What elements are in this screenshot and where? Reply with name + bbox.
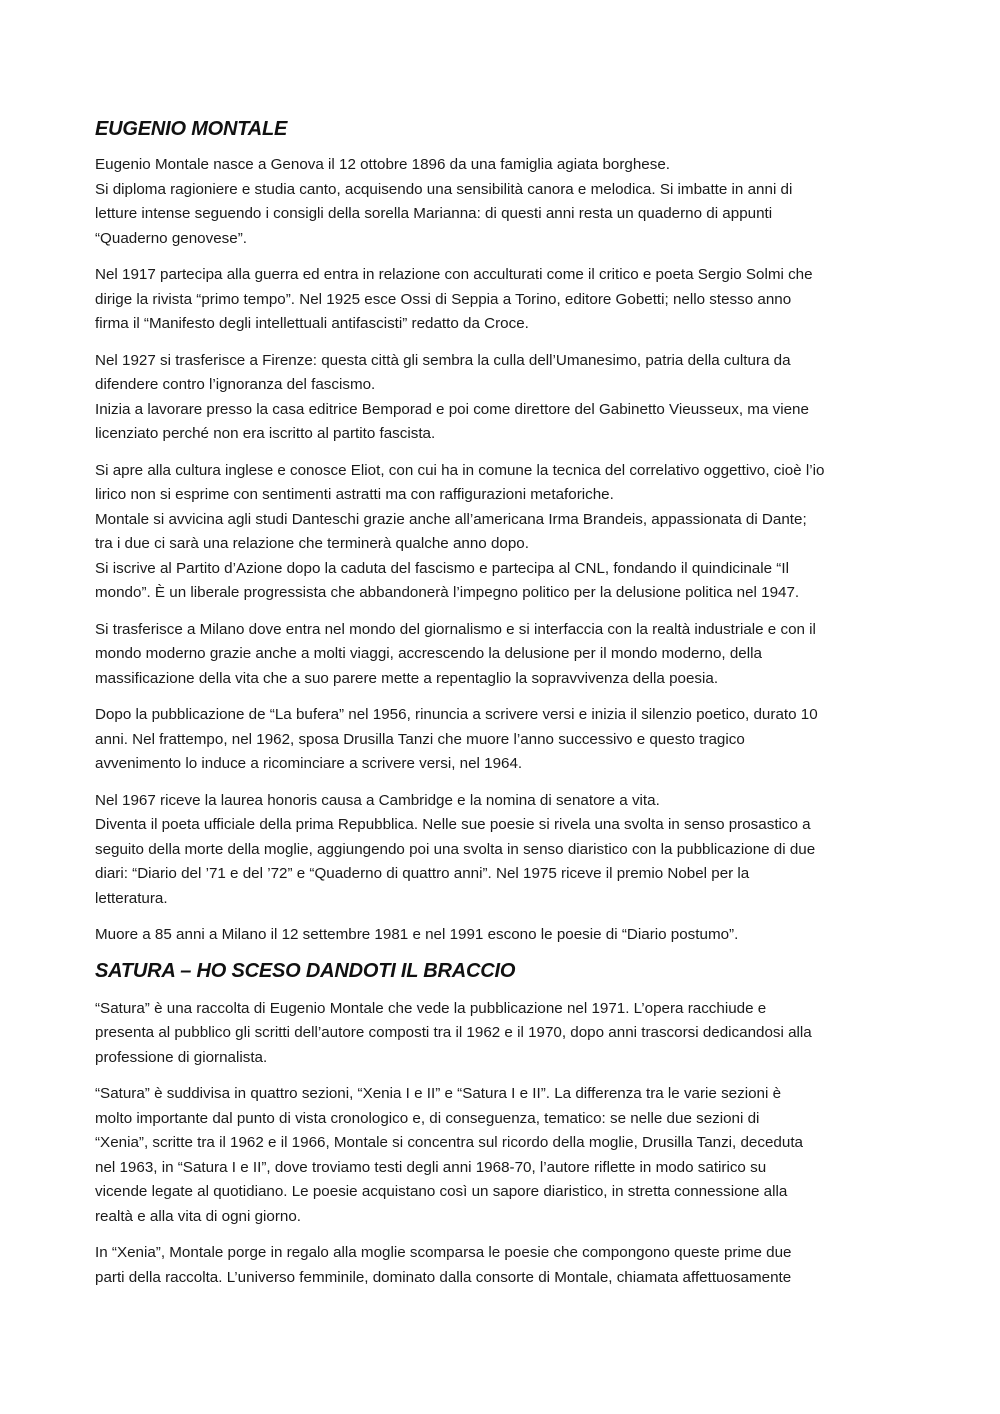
text-line: parti della raccolta. L’universo femminile, dominato dalla consorte di Montale, chiamata affettuosamente [95, 1268, 792, 1286]
text-line: mondo moderno grazie anche a molti viaggi, accrescendo la delusione per il mondo moderno, della [95, 645, 762, 662]
paragraph [95, 349, 907, 447]
text-line: Si iscrive al Partito d’Azione dopo la caduta del fascismo e partecipa al CNL, fondando il quindicinale “Il [95, 559, 789, 577]
text-line: “Quaderno genovese”. [95, 229, 247, 247]
text-line: Nel 1927 si trasferisce a Firenze: questa città gli sembra la culla dell’Umanesimo, patria della cultura da [95, 351, 791, 369]
text-line: letture intense seguendo i consigli della sorella Marianna: di questi anni resta un quaderno di appunti [95, 205, 773, 222]
text-line: Diventa il poeta ufficiale della prima Repubblica. Nelle sue poesie si rivela una svolta in senso prosastico a [95, 816, 811, 833]
paragraph [95, 703, 907, 777]
text-line: difendere contro l’ignoranza del fascismo. [95, 376, 376, 393]
text-line: In “Xenia”, Montale porge in regalo alla moglie scomparsa le poesie che compongono queste prime due [95, 1244, 792, 1261]
document-page [95, 118, 907, 1302]
section-satura [95, 997, 907, 1291]
text-line: presenta al pubblico gli scritti dell’autore composti tra il 1962 e il 1970, dopo anni trascorsi dedicandosi alla [95, 1024, 812, 1041]
text-line: “Xenia”, scritte tra il 1962 e il 1966, Montale si concentra sul ricordo della moglie, Drusilla Tanzi, deceduta [95, 1134, 803, 1151]
text-line: Muore a 85 anni a Milano il 12 settembre 1981 e nel 1991 escono le poesie di “Diario postumo”. [95, 926, 739, 943]
text-line: Dopo la pubblicazione de “La bufera” nel 1956, rinuncia a scrivere versi e inizia il silenzio poetico, durato 10 [95, 706, 818, 723]
text-line: Eugenio Montale nasce a Genova il 12 ottobre 1896 da una famiglia agiata borghese. [95, 156, 670, 173]
text-line: vicende legate al quotidiano. Le poesie acquistano così un sapore diaristico, in stretta connessione alla [95, 1183, 788, 1200]
paragraph [95, 997, 907, 1071]
text-line: anni. Nel frattempo, nel 1962, sposa Drusilla Tanzi che muore l’anno successivo e questo tragico [95, 730, 745, 748]
paragraph [95, 618, 907, 692]
text-line: Nel 1917 partecipa alla guerra ed entra in relazione con acculturati come il critico e poeta Sergio Solmi che [95, 266, 813, 283]
text-line: avvenimento lo induce a ricominciare a scrivere versi, nel 1964. [95, 755, 523, 772]
text-line: realtà e alla vita di ogni giorno. [95, 1207, 302, 1225]
paragraph [95, 263, 907, 337]
paragraph [95, 459, 907, 606]
text-line: Si apre alla cultura inglese e conosce Eliot, con cui ha in comune la tecnica del correlativo oggettivo, cioè l’io [95, 461, 825, 479]
text-line: Si trasferisce a Milano dove entra nel mondo del giornalismo e si interfaccia con la realtà industriale e con il [95, 620, 816, 638]
heading-satura: SATURA – HO SCESO DANDOTI IL BRACCIO [95, 959, 516, 982]
section-biography [95, 153, 907, 948]
heading-eugenio-montale: EUGENIO MONTALE [95, 118, 288, 140]
text-line: licenziato perché non era iscritto al partito fascista. [95, 425, 436, 442]
paragraph [95, 153, 907, 251]
text-line: mondo”. È un liberale progressista che abbandonerà l’impegno politico per la delusione politica nel 1947. [95, 584, 800, 601]
text-line: “Satura” è suddivisa in quattro sezioni, “Xenia I e II” e “Satura I e II”. La differenza tra le varie sezioni è [95, 1085, 782, 1102]
text-line: molto importante dal punto di vista cronologico e, di conseguenza, tematico: se nelle due sezioni di [95, 1109, 760, 1127]
text-line: massificazione della vita che a suo parere mette a repentaglio la sopravvivenza della poesia. [95, 669, 719, 687]
paragraph [95, 923, 907, 948]
text-line: seguito della morte della moglie, aggiungendo poi una svolta in senso diaristico con la pubblicazione di due [95, 840, 816, 858]
paragraph [95, 1241, 907, 1290]
text-line: letteratura. [95, 889, 168, 907]
text-line: professione di giornalista. [95, 1048, 268, 1066]
text-line: Si diploma ragioniere e studia canto, acquisendo una sensibilità canora e melodica. Si imbatte in anni di [95, 180, 793, 198]
paragraph [95, 1082, 907, 1229]
text-line: nel 1963, in “Satura I e II”, dove troviamo testi degli anni 1968-70, l’autore riflette in modo satirico su [95, 1158, 767, 1176]
paragraph [95, 789, 907, 912]
text-line: Inizia a lavorare presso la casa editrice Bemporad e poi come direttore del Gabinetto Vieusseux, ma viene [95, 400, 809, 418]
text-line: Montale si avvicina agli studi Danteschi grazie anche all’americana Irma Brandeis, appassionata di Dante; [95, 510, 807, 528]
text-line: Nel 1967 riceve la laurea honoris causa a Cambridge e la nomina di senatore a vita. [95, 791, 660, 809]
text-line: lirico non si esprime con sentimenti astratti ma con raffigurazioni metaforiche. [95, 486, 614, 503]
text-line: firma il “Manifesto degli intellettuali antifascisti” redatto da Croce. [95, 315, 529, 332]
text-line: diari: “Diario del ’71 e del ’72” e “Quaderno di quattro anni”. Nel 1975 riceve il premio Nobel per la [95, 865, 750, 882]
text-line: “Satura” è una raccolta di Eugenio Montale che vede la pubblicazione nel 1971. L’opera racchiude e [95, 999, 767, 1017]
text-line: dirige la rivista “primo tempo”. Nel 1925 esce Ossi di Seppia a Torino, editore Gobetti; nello stesso anno [95, 290, 792, 308]
text-line: tra i due ci sarà una relazione che terminerà qualche anno dopo. [95, 535, 529, 552]
